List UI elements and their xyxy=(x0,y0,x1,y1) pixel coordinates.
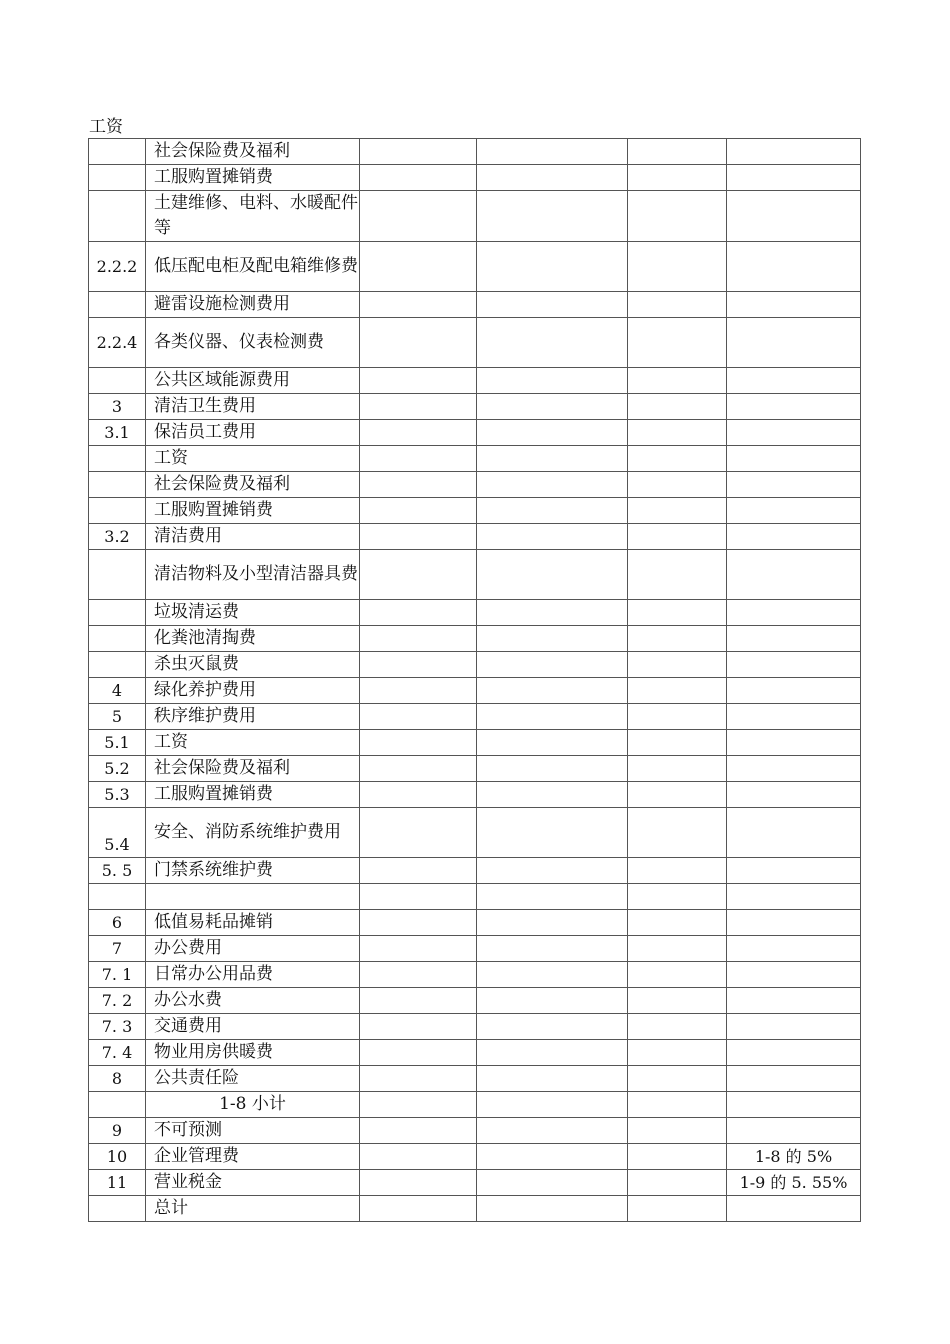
table-row xyxy=(89,368,861,394)
row-number: 7. 1 xyxy=(89,961,146,987)
table-row xyxy=(89,446,861,472)
item-name: 物业用房供暖费 xyxy=(146,1039,360,1065)
empty-cell xyxy=(360,652,477,678)
item-name: 避雷设施检测费用 xyxy=(146,292,360,318)
empty-cell xyxy=(477,550,628,600)
table-row xyxy=(89,550,861,600)
row-number: 5.3 xyxy=(89,782,146,808)
note-cell xyxy=(727,1013,861,1039)
row-number: 5. 5 xyxy=(89,858,146,884)
table-row xyxy=(89,626,861,652)
item-name: 门禁系统维护费 xyxy=(146,858,360,884)
table-row xyxy=(89,1143,861,1169)
empty-cell xyxy=(628,165,727,191)
note-cell xyxy=(727,858,861,884)
row-number: 3.2 xyxy=(89,524,146,550)
note-cell xyxy=(727,368,861,394)
empty-cell xyxy=(360,1143,477,1169)
empty-cell xyxy=(360,1195,477,1221)
row-number: 10 xyxy=(89,1143,146,1169)
table-row xyxy=(89,1195,861,1221)
empty-cell xyxy=(628,730,727,756)
item-name: 工服购置摊销费 xyxy=(146,782,360,808)
table-row xyxy=(89,524,861,550)
note-cell xyxy=(727,782,861,808)
empty-cell xyxy=(477,935,628,961)
table-row xyxy=(89,600,861,626)
empty-cell xyxy=(477,446,628,472)
note-cell xyxy=(727,1195,861,1221)
row-number xyxy=(89,139,146,165)
empty-cell xyxy=(477,678,628,704)
empty-cell xyxy=(360,318,477,368)
item-name: 清洁费用 xyxy=(146,524,360,550)
row-number xyxy=(89,652,146,678)
empty-cell xyxy=(477,242,628,292)
table-row xyxy=(89,498,861,524)
table-row xyxy=(89,472,861,498)
note-cell xyxy=(727,446,861,472)
empty-cell xyxy=(360,1013,477,1039)
empty-cell xyxy=(477,191,628,242)
empty-cell xyxy=(360,704,477,730)
note-cell xyxy=(727,704,861,730)
table-row xyxy=(89,858,861,884)
note-cell xyxy=(727,524,861,550)
empty-cell xyxy=(360,498,477,524)
empty-cell xyxy=(628,858,727,884)
empty-cell xyxy=(360,139,477,165)
item-name: 低压配电柜及配电箱维修费 xyxy=(146,242,360,292)
empty-cell xyxy=(628,318,727,368)
empty-cell xyxy=(628,1143,727,1169)
table-row xyxy=(89,935,861,961)
table-row xyxy=(89,1039,861,1065)
empty-cell xyxy=(628,139,727,165)
empty-cell xyxy=(628,756,727,782)
item-name: 清洁物料及小型清洁器具费 xyxy=(146,550,360,600)
note-cell xyxy=(727,678,861,704)
empty-cell xyxy=(360,1065,477,1091)
note-cell xyxy=(727,498,861,524)
empty-cell xyxy=(628,1169,727,1195)
note-cell xyxy=(727,884,861,910)
empty-cell xyxy=(360,756,477,782)
note-cell xyxy=(727,472,861,498)
empty-cell xyxy=(477,1065,628,1091)
empty-cell xyxy=(360,808,477,858)
row-number: 6 xyxy=(89,909,146,935)
empty-cell xyxy=(360,1091,477,1117)
empty-cell xyxy=(360,472,477,498)
note-cell xyxy=(727,242,861,292)
item-name: 交通费用 xyxy=(146,1013,360,1039)
empty-cell xyxy=(477,318,628,368)
note-cell xyxy=(727,550,861,600)
item-name: 工资 xyxy=(146,730,360,756)
table-row xyxy=(89,1091,861,1117)
empty-cell xyxy=(628,961,727,987)
empty-cell xyxy=(360,626,477,652)
empty-cell xyxy=(628,808,727,858)
management-fee-note: 1-8 的 5% xyxy=(727,1143,861,1169)
table-row xyxy=(89,704,861,730)
empty-cell xyxy=(628,420,727,446)
page-heading: 工资 xyxy=(89,117,123,137)
table-row xyxy=(89,1117,861,1143)
table-row xyxy=(89,987,861,1013)
empty-cell xyxy=(477,808,628,858)
item-name: 公共区域能源费用 xyxy=(146,368,360,394)
empty-cell xyxy=(477,368,628,394)
row-number xyxy=(89,626,146,652)
empty-cell xyxy=(477,1039,628,1065)
empty-cell xyxy=(360,678,477,704)
empty-cell xyxy=(360,165,477,191)
empty-cell xyxy=(360,782,477,808)
note-cell xyxy=(727,1117,861,1143)
empty-cell xyxy=(628,1091,727,1117)
note-cell xyxy=(727,1065,861,1091)
table-row xyxy=(89,782,861,808)
empty-cell xyxy=(360,191,477,242)
note-cell xyxy=(727,626,861,652)
empty-cell xyxy=(628,472,727,498)
note-cell xyxy=(727,292,861,318)
item-name: 保洁员工费用 xyxy=(146,420,360,446)
empty-cell xyxy=(477,626,628,652)
empty-cell xyxy=(360,420,477,446)
empty-cell xyxy=(628,498,727,524)
row-number: 7 xyxy=(89,935,146,961)
empty-cell xyxy=(360,858,477,884)
empty-cell xyxy=(628,704,727,730)
item-name: 不可预测 xyxy=(146,1117,360,1143)
empty-cell xyxy=(360,884,477,910)
row-number: 11 xyxy=(89,1169,146,1195)
note-cell xyxy=(727,139,861,165)
table-row xyxy=(89,756,861,782)
item-name: 安全、消防系统维护费用 xyxy=(146,808,360,858)
row-number xyxy=(89,446,146,472)
item-name: 企业管理费 xyxy=(146,1143,360,1169)
table-row xyxy=(89,961,861,987)
table-row xyxy=(89,420,861,446)
row-number: 4 xyxy=(89,678,146,704)
note-cell xyxy=(727,909,861,935)
empty-cell xyxy=(477,987,628,1013)
table-row xyxy=(89,394,861,420)
empty-cell xyxy=(477,1143,628,1169)
row-number: 2.2.2 xyxy=(89,242,146,292)
empty-cell xyxy=(477,165,628,191)
note-cell xyxy=(727,987,861,1013)
item-name: 社会保险费及福利 xyxy=(146,472,360,498)
empty-cell xyxy=(477,884,628,910)
row-number: 7. 4 xyxy=(89,1039,146,1065)
table-row xyxy=(89,1065,861,1091)
empty-cell xyxy=(477,139,628,165)
empty-cell xyxy=(628,446,727,472)
empty-cell xyxy=(360,1169,477,1195)
empty-cell xyxy=(360,1039,477,1065)
item-name: 低值易耗品摊销 xyxy=(146,909,360,935)
empty-cell xyxy=(477,600,628,626)
empty-cell xyxy=(477,394,628,420)
empty-cell xyxy=(477,652,628,678)
table-row xyxy=(89,1169,861,1195)
empty-cell xyxy=(360,1117,477,1143)
item-name: 公共责任险 xyxy=(146,1065,360,1091)
empty-cell xyxy=(628,909,727,935)
item-name: 清洁卫生费用 xyxy=(146,394,360,420)
row-number: 5.4 xyxy=(89,808,146,858)
row-number: 8 xyxy=(89,1065,146,1091)
note-cell xyxy=(727,808,861,858)
row-number xyxy=(89,550,146,600)
table-row xyxy=(89,318,861,368)
empty-cell xyxy=(628,191,727,242)
note-cell xyxy=(727,318,861,368)
table-row xyxy=(89,808,861,858)
note-cell xyxy=(727,756,861,782)
empty-cell xyxy=(628,987,727,1013)
note-cell xyxy=(727,1039,861,1065)
row-number xyxy=(89,165,146,191)
row-number: 5.2 xyxy=(89,756,146,782)
empty-cell xyxy=(477,1195,628,1221)
empty-cell xyxy=(360,394,477,420)
table-row xyxy=(89,678,861,704)
empty-cell xyxy=(360,935,477,961)
empty-cell xyxy=(628,884,727,910)
item-name: 社会保险费及福利 xyxy=(146,139,360,165)
item-name: 各类仪器、仪表检测费 xyxy=(146,318,360,368)
item-name: 垃圾清运费 xyxy=(146,600,360,626)
note-cell xyxy=(727,730,861,756)
empty-cell xyxy=(477,961,628,987)
empty-cell xyxy=(628,550,727,600)
empty-cell xyxy=(360,987,477,1013)
empty-cell xyxy=(628,394,727,420)
row-number xyxy=(89,1091,146,1117)
table-row xyxy=(89,730,861,756)
empty-cell xyxy=(477,292,628,318)
empty-cell xyxy=(628,1195,727,1221)
row-number xyxy=(89,600,146,626)
row-number xyxy=(89,368,146,394)
item-name: 化粪池清掏费 xyxy=(146,626,360,652)
table-row xyxy=(89,292,861,318)
table-row xyxy=(89,909,861,935)
note-cell xyxy=(727,935,861,961)
item-name: 办公水费 xyxy=(146,987,360,1013)
tax-note: 1-9 的 5. 55% xyxy=(727,1169,861,1195)
note-cell xyxy=(727,165,861,191)
row-number xyxy=(89,498,146,524)
row-number xyxy=(89,191,146,242)
note-cell xyxy=(727,191,861,242)
empty-cell xyxy=(477,472,628,498)
item-name: 办公费用 xyxy=(146,935,360,961)
empty-cell xyxy=(360,368,477,394)
subtotal-label: 1-8 小计 xyxy=(146,1091,360,1117)
empty-cell xyxy=(628,1013,727,1039)
item-name: 土建维修、电料、水暖配件等 xyxy=(146,191,360,242)
empty-cell xyxy=(628,678,727,704)
empty-cell xyxy=(360,550,477,600)
empty-cell xyxy=(628,652,727,678)
empty-cell xyxy=(360,242,477,292)
row-number: 9 xyxy=(89,1117,146,1143)
empty-cell xyxy=(360,292,477,318)
empty-cell xyxy=(360,961,477,987)
item-name: 绿化养护费用 xyxy=(146,678,360,704)
table-row xyxy=(89,884,861,910)
empty-cell xyxy=(628,1065,727,1091)
row-number: 3.1 xyxy=(89,420,146,446)
empty-cell xyxy=(477,858,628,884)
empty-cell xyxy=(477,1117,628,1143)
empty-cell xyxy=(628,600,727,626)
item-name: 营业税金 xyxy=(146,1169,360,1195)
row-number: 5 xyxy=(89,704,146,730)
empty-cell xyxy=(628,935,727,961)
empty-cell xyxy=(360,446,477,472)
row-number xyxy=(89,292,146,318)
table-row xyxy=(89,165,861,191)
row-number: 7. 2 xyxy=(89,987,146,1013)
table-row xyxy=(89,1013,861,1039)
empty-cell xyxy=(360,909,477,935)
row-number: 5.1 xyxy=(89,730,146,756)
table-row xyxy=(89,242,861,292)
empty-cell xyxy=(477,704,628,730)
empty-cell xyxy=(628,292,727,318)
empty-cell xyxy=(477,1169,628,1195)
table-row xyxy=(89,139,861,165)
empty-cell xyxy=(477,909,628,935)
item-name: 杀虫灭鼠费 xyxy=(146,652,360,678)
note-cell xyxy=(727,600,861,626)
row-number xyxy=(89,1195,146,1221)
empty-cell xyxy=(628,242,727,292)
table-row xyxy=(89,191,861,242)
empty-cell xyxy=(628,368,727,394)
empty-cell xyxy=(360,730,477,756)
total-label: 总计 xyxy=(146,1195,360,1221)
row-number: 7. 3 xyxy=(89,1013,146,1039)
item-name: 日常办公用品费 xyxy=(146,961,360,987)
empty-cell xyxy=(628,782,727,808)
empty-cell xyxy=(628,524,727,550)
item-name: 工服购置摊销费 xyxy=(146,165,360,191)
note-cell xyxy=(727,394,861,420)
row-number: 3 xyxy=(89,394,146,420)
cost-table xyxy=(88,138,861,1222)
item-name: 社会保险费及福利 xyxy=(146,756,360,782)
empty-cell xyxy=(360,524,477,550)
note-cell xyxy=(727,420,861,446)
empty-cell xyxy=(477,756,628,782)
table-row xyxy=(89,652,861,678)
row-number: 2.2.4 xyxy=(89,318,146,368)
empty-cell xyxy=(360,600,477,626)
row-number xyxy=(89,472,146,498)
empty-cell xyxy=(477,420,628,446)
empty-cell xyxy=(477,1091,628,1117)
item-name: 秩序维护费用 xyxy=(146,704,360,730)
note-cell xyxy=(727,652,861,678)
item-name xyxy=(146,884,360,910)
row-number xyxy=(89,884,146,910)
empty-cell xyxy=(477,498,628,524)
empty-cell xyxy=(628,1039,727,1065)
empty-cell xyxy=(477,524,628,550)
empty-cell xyxy=(628,626,727,652)
empty-cell xyxy=(628,1117,727,1143)
item-name: 工资 xyxy=(146,446,360,472)
empty-cell xyxy=(477,782,628,808)
note-cell xyxy=(727,961,861,987)
empty-cell xyxy=(477,1013,628,1039)
empty-cell xyxy=(477,730,628,756)
note-cell xyxy=(727,1091,861,1117)
item-name: 工服购置摊销费 xyxy=(146,498,360,524)
